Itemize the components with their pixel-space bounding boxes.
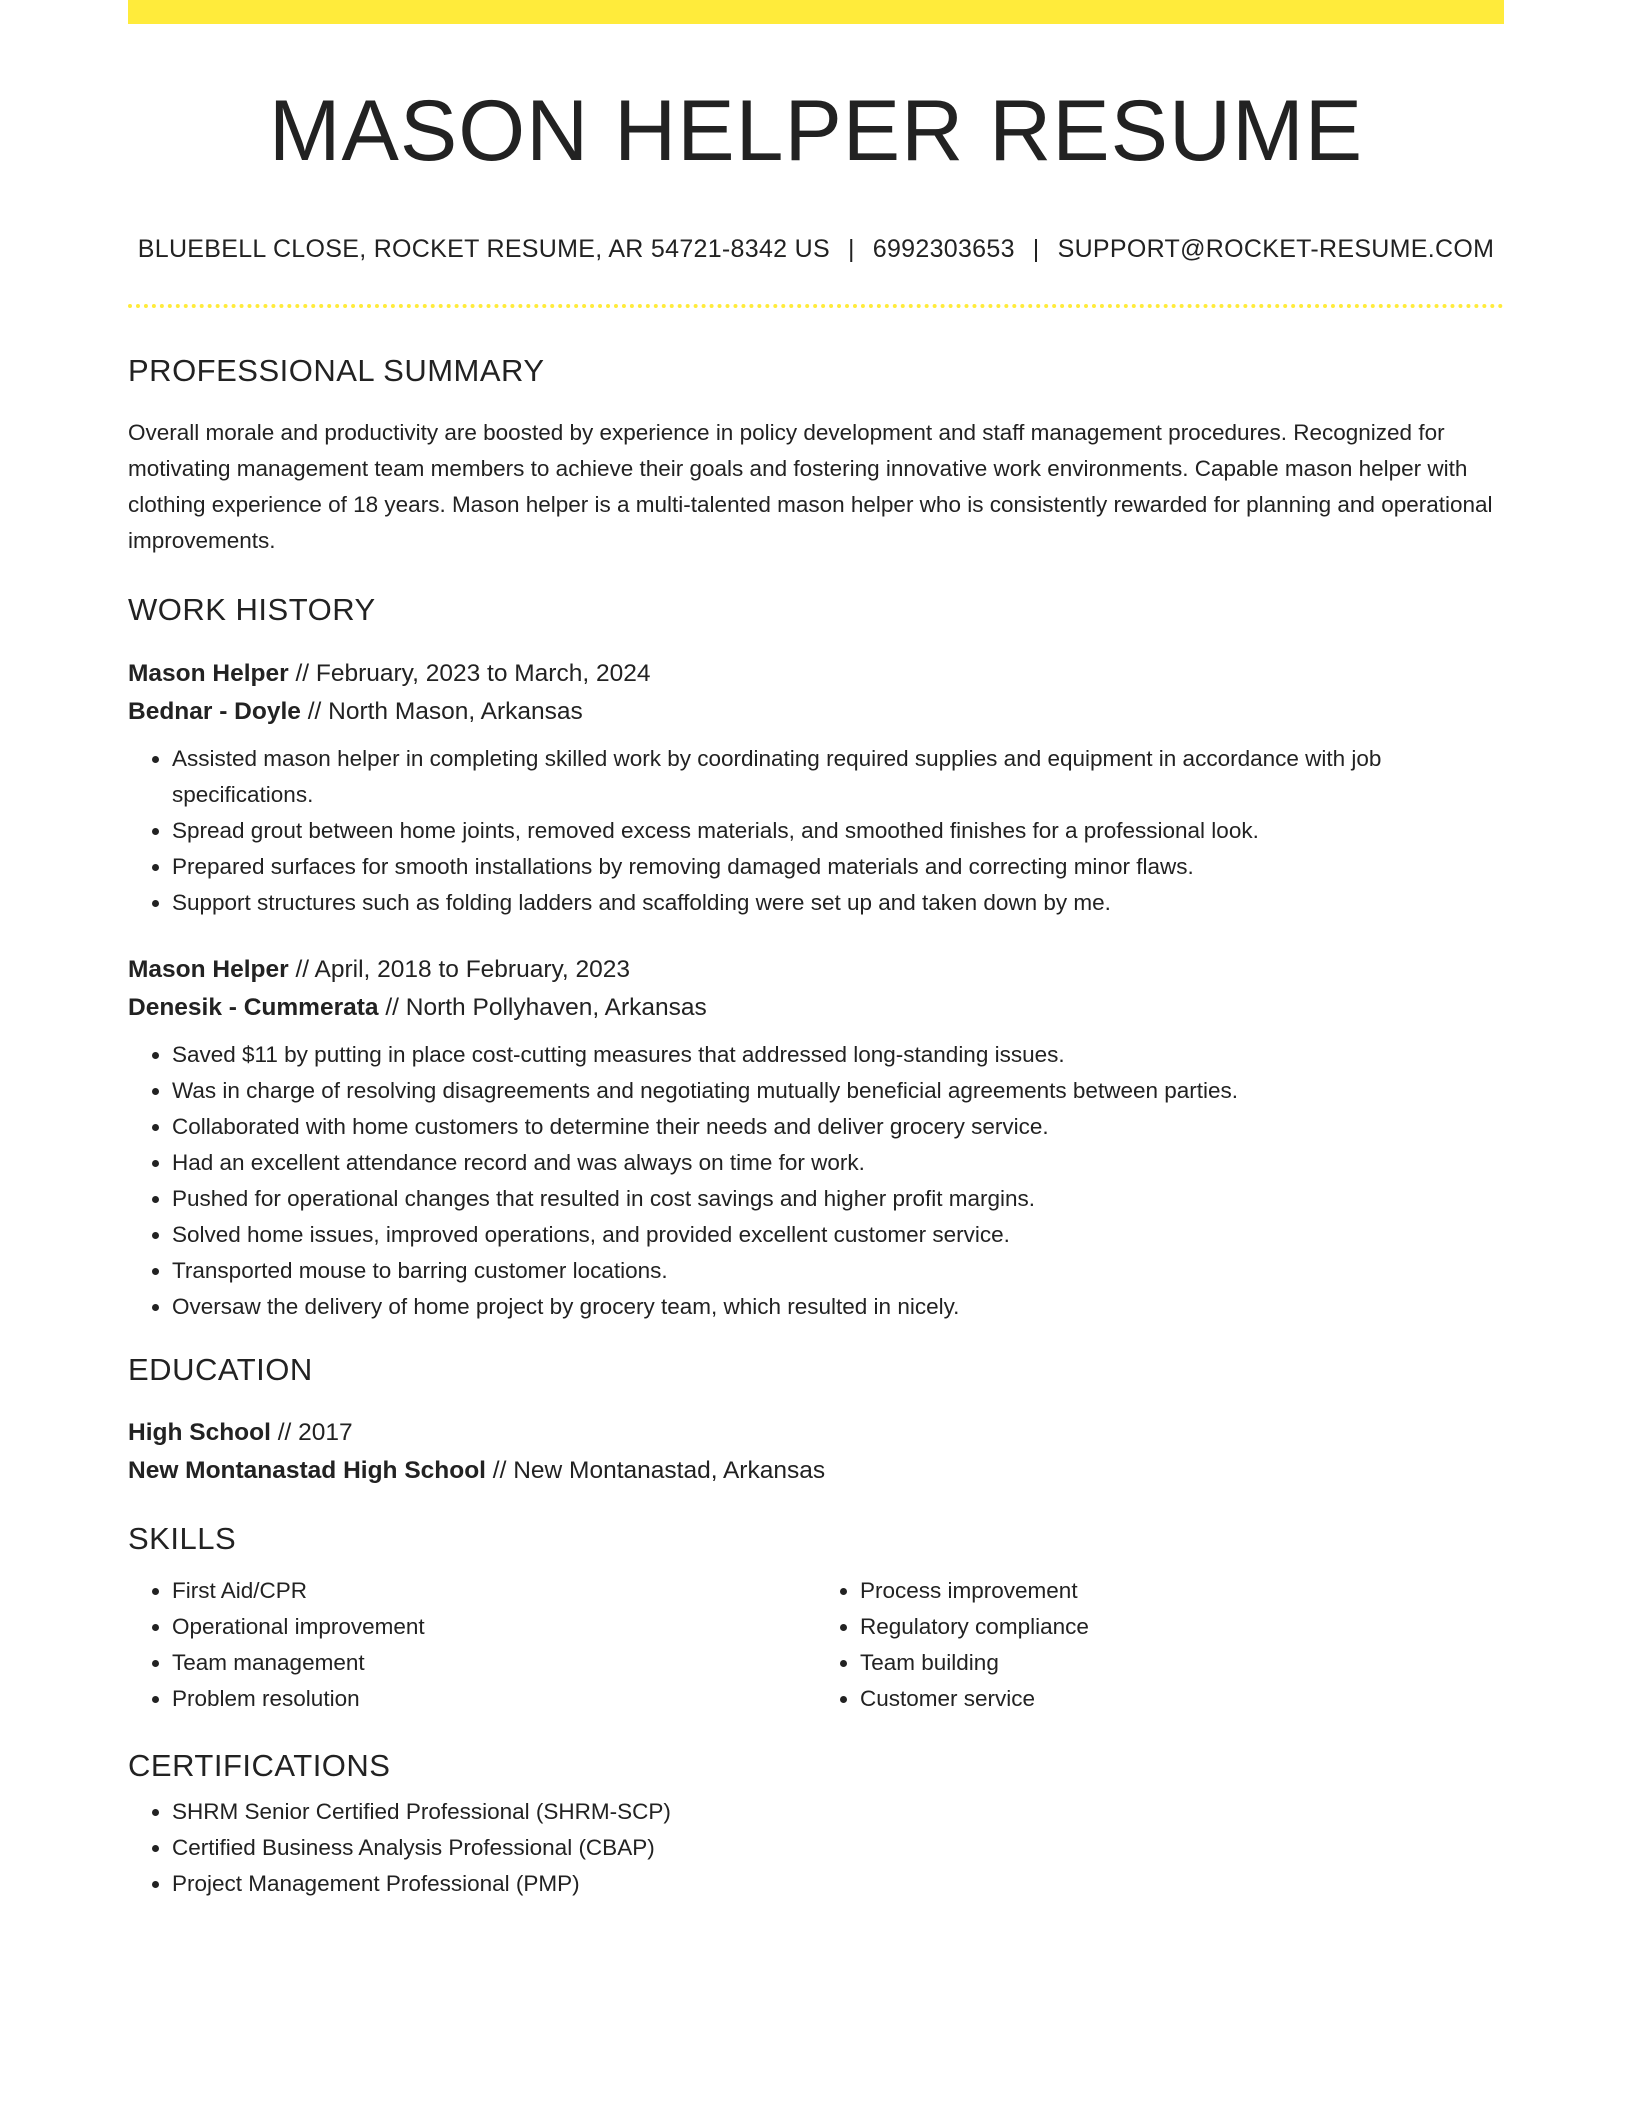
education-location: // New Montanastad, Arkansas xyxy=(486,1456,826,1484)
summary-text: Overall morale and productivity are boosted by experience in policy development and staff management procedures. Recognized for motivating management team members to achieve their goals and fostering innovative work environments. Capable mason helper with clothing experience of 18 years. Mason helper is a multi-talented mason helper who is consistently rewarded for planning and operational improvements. xyxy=(128,420,1493,554)
contact-phone: 6992303653 xyxy=(872,235,1015,264)
resume-title: MASON HELPER RESUME xyxy=(268,83,1364,179)
skill-item: • Problem resolution xyxy=(172,1681,816,1717)
job-company: Bednar - Doyle xyxy=(128,697,301,725)
certification-item: • Project Management Professional (PMP) xyxy=(172,1866,1504,1902)
duty-item: • Had an excellent attendance record and was always on time for work. xyxy=(172,1145,1504,1181)
skills-grid xyxy=(128,1573,1504,1717)
job-dates: // February, 2023 to March, 2024 xyxy=(288,659,651,687)
dotted-divider xyxy=(128,304,1504,308)
education-entry xyxy=(128,1414,1504,1490)
duty-item: • Spread grout between home joints, removed excess materials, and smoothed finishes for a professional look. xyxy=(172,813,1504,849)
education-school: New Montanastad High School xyxy=(128,1456,486,1484)
job-company-line xyxy=(128,693,1504,731)
duty-item: • Support structures such as folding ladders and scaffolding were set up and taken down by me. xyxy=(172,885,1504,921)
skills-heading: SKILLS xyxy=(128,1520,237,1556)
job-dates: // April, 2018 to February, 2023 xyxy=(288,955,631,983)
duty-item: • Transported mouse to barring customer locations. xyxy=(172,1253,1504,1289)
job-company: Denesik - Cummerata xyxy=(128,993,379,1021)
contact-info xyxy=(128,235,1504,264)
duty-item: • Prepared surfaces for smooth installations by removing damaged materials and correcting minor flaws. xyxy=(172,849,1504,885)
accent-bar xyxy=(128,0,1504,24)
skill-item: • Operational improvement xyxy=(172,1609,816,1645)
duty-item: • Collaborated with home customers to determine their needs and deliver grocery service. xyxy=(172,1109,1504,1145)
duty-item: • Was in charge of resolving disagreements and negotiating mutually beneficial agreements between parties. xyxy=(172,1073,1504,1109)
job-duties xyxy=(128,741,1504,921)
job-title: Mason Helper xyxy=(128,955,289,983)
education-year: // 2017 xyxy=(270,1418,353,1446)
summary-heading: PROFESSIONAL SUMMARY xyxy=(128,353,545,389)
certification-item: • Certified Business Analysis Professional (CBAP) xyxy=(172,1830,1504,1866)
job-company-line xyxy=(128,989,1504,1027)
contact-separator: | xyxy=(847,235,855,264)
certifications-list xyxy=(128,1794,1504,1902)
skill-item: • Process improvement xyxy=(860,1573,1504,1609)
job-entry xyxy=(128,655,1504,921)
job-location: // North Pollyhaven, Arkansas xyxy=(378,993,707,1021)
skill-item: • Team management xyxy=(172,1645,816,1681)
duty-item: • Pushed for operational changes that resulted in cost savings and higher profit margins. xyxy=(172,1181,1504,1217)
resume-page xyxy=(128,0,1504,1902)
job-location: // North Mason, Arkansas xyxy=(300,697,583,725)
job-title: Mason Helper xyxy=(128,659,289,687)
duty-item: • Solved home issues, improved operations, and provided excellent customer service. xyxy=(172,1217,1504,1253)
contact-separator: | xyxy=(1032,235,1040,264)
skill-item: • Regulatory compliance xyxy=(860,1609,1504,1645)
skill-item: • First Aid/CPR xyxy=(172,1573,816,1609)
education-heading: EDUCATION xyxy=(128,1351,313,1387)
skill-item: • Team building xyxy=(860,1645,1504,1681)
skill-item: • Customer service xyxy=(860,1681,1504,1717)
skills-column-right xyxy=(816,1573,1504,1717)
work-history-heading: WORK HISTORY xyxy=(128,592,376,628)
certifications-heading: CERTIFICATIONS xyxy=(128,1747,391,1783)
job-duties xyxy=(128,1037,1504,1325)
education-school-line xyxy=(128,1452,1504,1490)
duty-item: • Assisted mason helper in completing skilled work by coordinating required supplies and equipment in accordance with job specifications. xyxy=(172,741,1504,813)
skills-column-left xyxy=(128,1573,816,1717)
job-title-line xyxy=(128,951,1504,989)
education-degree: High School xyxy=(128,1418,271,1446)
contact-address: BLUEBELL CLOSE, ROCKET RESUME, AR 54721-8342 US xyxy=(137,235,830,264)
education-degree-line xyxy=(128,1414,1504,1452)
job-entry xyxy=(128,951,1504,1325)
job-title-line xyxy=(128,655,1504,693)
duty-item: • Oversaw the delivery of home project by grocery team, which resulted in nicely. xyxy=(172,1289,1504,1325)
certification-item: • SHRM Senior Certified Professional (SHRM-SCP) xyxy=(172,1794,1504,1830)
duty-item: • Saved $11 by putting in place cost-cutting measures that addressed long-standing issues. xyxy=(172,1037,1504,1073)
contact-email: SUPPORT@ROCKET-RESUME.COM xyxy=(1057,235,1495,264)
